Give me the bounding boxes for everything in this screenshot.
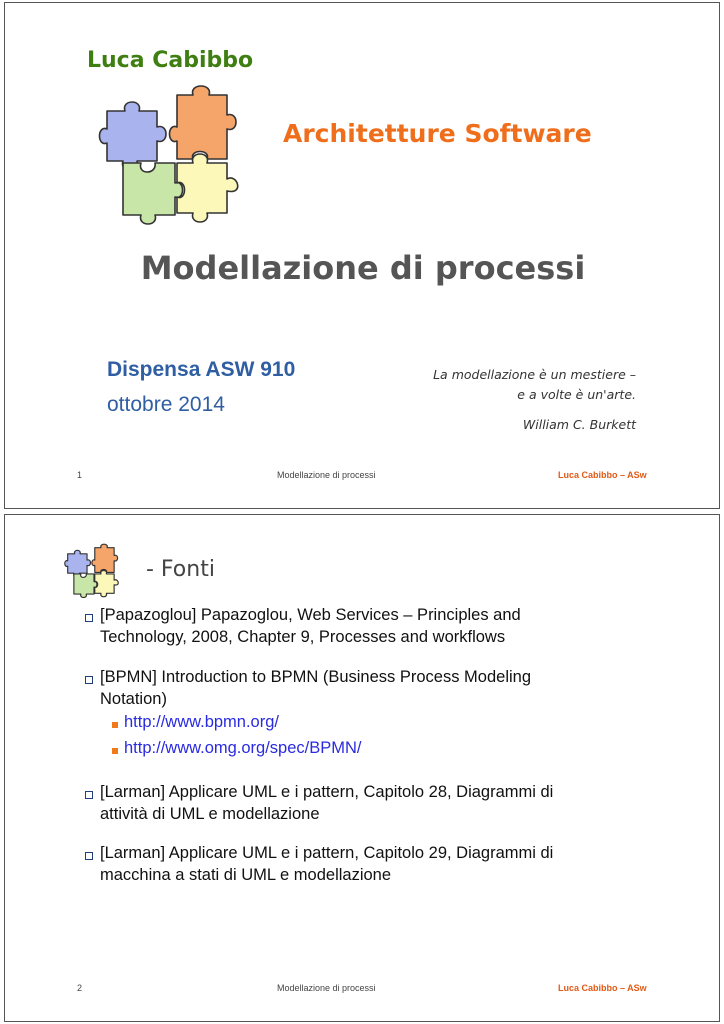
footer-title: Modellazione di processi (277, 470, 376, 480)
footer-brand: Luca Cabibbo – ASw (558, 983, 647, 993)
puzzle-logo-icon (63, 543, 125, 603)
quote-author: William C. Burkett (522, 417, 636, 432)
date-label: ottobre 2014 (107, 393, 225, 416)
course-title: Architetture Software (283, 119, 592, 148)
bullet-3-line-2: attività di UML e modellazione (100, 805, 320, 823)
square-bullet-icon (83, 672, 97, 686)
dispensa-label: Dispensa ASW 910 (107, 358, 296, 381)
orange-square-subbullet-icon (112, 748, 118, 754)
square-bullet-icon (83, 787, 97, 801)
page-number: 1 (77, 470, 83, 480)
bullet-2-line-2: Notation) (100, 690, 167, 708)
link-omg-bpmn[interactable]: http://www.omg.org/spec/BPMN/ (124, 739, 362, 757)
puzzle-logo-icon (95, 83, 255, 238)
bullet-4-line-1: [Larman] Applicare UML e i pattern, Capitolo 29, Diagrammi di (100, 844, 554, 862)
square-bullet-icon (83, 610, 97, 624)
slide-title: Modellazione di processi (140, 249, 586, 287)
section-heading: - Fonti (146, 557, 215, 582)
footer-brand: Luca Cabibbo – ASw (558, 470, 647, 480)
slide-2 (4, 514, 720, 1022)
quote-line-2: e a volte è un'arte. (517, 387, 636, 402)
bullet-1-line-1: [Papazoglou] Papazoglou, Web Services – Principles and (100, 606, 521, 624)
bullet-3-line-1: [Larman] Applicare UML e i pattern, Capitolo 28, Diagrammi di (100, 783, 554, 801)
bullet-4-line-2: macchina a stati di UML e modellazione (100, 866, 392, 884)
author-name: Luca Cabibbo (87, 48, 254, 73)
bullet-1-line-2: Technology, 2008, Chapter 9, Processes and workflows (100, 628, 506, 646)
orange-square-subbullet-icon (112, 722, 118, 728)
square-bullet-icon (83, 848, 97, 862)
bullet-2-line-1: [BPMN] Introduction to BPMN (Business Process Modeling (100, 668, 532, 686)
slide-1 (4, 2, 720, 509)
quote-line-1: La modellazione è un mestiere – (433, 367, 636, 382)
page-number: 2 (77, 983, 83, 993)
link-bpmn[interactable]: http://www.bpmn.org/ (124, 713, 279, 731)
footer-title: Modellazione di processi (277, 983, 376, 993)
